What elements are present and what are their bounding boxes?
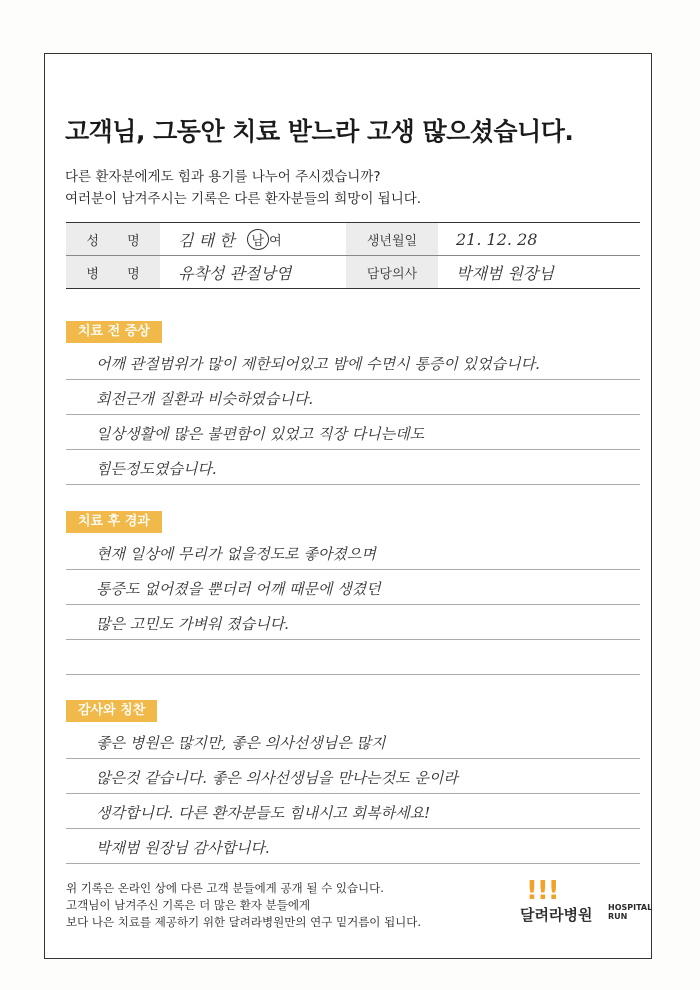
name-value [160,223,346,255]
thanks-line-2: 않은것 같습니다. 좋은 의사선생님을 만나는것도 운이라 [66,759,640,794]
dob-label: 생년월일 [346,223,438,255]
footer-line-2: 고객님이 남겨주신 기록은 더 많은 환자 분들에게 [66,898,311,912]
patient-info-table [66,222,640,289]
doctor-value: 박재범 원장님 [456,263,554,283]
intro-line-2: 여러분이 남겨주시는 기록은 다른 환자분들의 희망이 됩니다. [65,191,422,207]
logo-english-text [608,903,652,921]
thanks-line-3: 생각합니다. 다른 환자분들도 힘내시고 회복하세요! [66,794,640,829]
doctor-label: 담당의사 [346,256,438,288]
footer-line-3: 보다 나은 치료를 제공하기 위한 달려라병원만의 연구 밑거름이 됩니다. [66,915,422,929]
after-line-1: 현재 일상에 무리가 없을정도로 좋아졌으며 [66,535,640,570]
after-line-4 [66,640,640,675]
logo-en-line-2: RUN [608,912,628,921]
after-line-3: 많은 고민도 가벼워 졌습니다. [66,605,640,640]
section-before-label: 치료 전 증상 [66,321,162,343]
thanks-line-4: 박재범 원장님 감사합니다. [66,829,640,864]
info-row-name [66,223,640,255]
info-row-disease [66,255,640,288]
after-line-2: 통증도 없어졌을 뿐더러 어깨 때문에 생겼던 [66,570,640,605]
disease-value: 유착성 관절낭염 [178,263,292,283]
thanks-line-1: 좋은 병원은 많지만, 좋은 의사선생님은 많지 [66,724,640,759]
footer-notice [66,880,421,931]
page-title: 고객님, 그동안 치료 받느라 고생 많으셨습니다. [65,117,574,146]
logo-en-line-1: HOSPITAL [608,903,653,912]
before-line-4: 힘든정도였습니다. [66,450,640,485]
sex-selector [247,229,282,250]
before-line-3: 일상생활에 많은 불편함이 있었고 직장 다니는데도 [66,415,640,450]
footer-line-1: 위 기록은 온라인 상에 다른 고객 분들에게 공개 될 수 있습니다. [66,881,384,895]
section-thanks-lines [66,724,640,864]
intro-line-1: 다른 환자분에게도 힘과 용기를 나누어 주시겠습니까? [65,169,381,185]
section-after-label: 치료 후 경과 [66,511,162,533]
name-label: 성 명 [66,223,160,255]
logo-exclamation-icon: !!! [526,876,559,906]
disease-label: 병 명 [66,256,160,288]
dob-value: 21. 12. 28 [456,229,538,249]
section-thanks-label: 감사와 칭찬 [66,700,157,722]
before-line-1: 어깨 관절범위가 많이 제한되어있고 밤에 수면시 통증이 있었습니다. [66,345,640,380]
hospital-logo [520,876,653,926]
patient-name: 김 태 한 [178,230,235,250]
before-line-2: 회전근개 질환과 비슷하였습니다. [66,380,640,415]
sex-female: 여 [269,233,282,249]
sex-male-circled: 남 [247,229,270,250]
section-before-lines [66,345,640,485]
logo-brand-text: 달려라병원 [520,906,593,924]
section-after-lines [66,535,640,675]
